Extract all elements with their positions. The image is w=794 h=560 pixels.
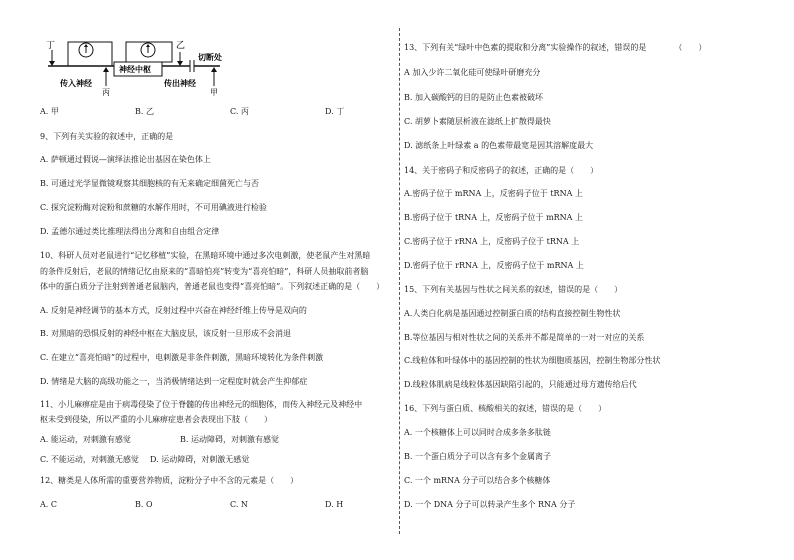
- q14-option-b[interactable]: B.密码子位于 tRNA 上，反密码子位于 mRNA 上: [404, 213, 583, 222]
- q16-option-a[interactable]: A. 一个核糖体上可以同时合成多条多肽链: [404, 428, 551, 437]
- q13-option-d[interactable]: D. 滤纸条上叶绿素 a 的色素带最宽是因其溶解度最大: [404, 141, 594, 150]
- q8-option-b[interactable]: B. 乙: [135, 107, 154, 116]
- q12-stem: 12、糖类是人体所需的重要营养物质，淀粉分子中不含的元素是（ ）: [40, 476, 299, 485]
- q16-option-c[interactable]: C. 一个 mRNA 分子可以结合多个核糖体: [404, 476, 551, 485]
- label-efferent: 传出神经: [164, 79, 196, 88]
- reflex-arc-diagram: [30, 36, 270, 96]
- q9-option-d[interactable]: D. 孟德尔通过类比推理法得出分离和自由组合定律: [40, 227, 220, 236]
- q15-stem: 15、下列有关基因与性状之间关系的叙述，错误的是（ ）: [404, 285, 623, 294]
- label-ding: 丁: [46, 41, 56, 51]
- q11-option-a[interactable]: A. 能运动，对刺激有感觉: [40, 435, 131, 444]
- q9-option-c[interactable]: C. 探究淀粉酶对淀粉和蔗糖的水解作用时，不可用碘液进行检验: [40, 203, 267, 212]
- q8-option-a[interactable]: A. 甲: [40, 107, 59, 116]
- q14-option-d[interactable]: D.密码子位于 rRNA 上，反密码子位于 mRNA 上: [404, 261, 584, 270]
- q15-option-b[interactable]: B.等位基因与相对性状之间的关系并不都是简单的一对一对应的关系: [404, 333, 645, 342]
- q9-option-b[interactable]: B. 可通过光学显微镜观察其细胞核的有无来确定细菌死亡与否: [40, 179, 259, 188]
- q16-option-b[interactable]: B. 一个蛋白质分子可以含有多个金属离子: [404, 452, 551, 461]
- q12-option-c[interactable]: C. N: [230, 500, 248, 509]
- q10-option-c[interactable]: C. 在建立“喜亮怕暗”的过程中，电刺激是非条件刺激，黑暗环境转化为条件刺激: [40, 353, 324, 362]
- q13-option-a[interactable]: A 加入少许二氧化硅可使绿叶研磨充分: [404, 68, 541, 77]
- q15-option-c[interactable]: C.线粒体和叶绿体中的基因控制的性状为细胞质基因，控制生物部分性状: [404, 356, 661, 365]
- label-yi: 乙: [176, 41, 186, 51]
- q9-stem: 9、下列有关实验的叙述中，正确的是: [40, 132, 174, 141]
- q14-option-c[interactable]: C.密码子位于 rRNA 上，反密码子位于 tRNA 上: [404, 237, 580, 246]
- q10-option-a[interactable]: A. 反射是神经调节的基本方式，反射过程中兴奋在神经纤维上传导是双向的: [40, 306, 307, 315]
- q11-option-b[interactable]: B. 运动障碍，对刺激有感觉: [180, 435, 279, 444]
- q8-option-d[interactable]: D. 丁: [325, 107, 345, 116]
- q11-option-d[interactable]: D. 运动障碍，对刺激无感觉: [150, 455, 250, 464]
- q11-stem-line1: 11、小儿麻痹症是由于病毒侵染了位于脊髓的传出神经元的细胞体，而传入神经元及神经中: [40, 400, 363, 409]
- q13-option-b[interactable]: B. 加入碳酸钙的目的是防止色素被破坏: [404, 93, 543, 102]
- q11-stem-line2: 枢未受到侵染，所以严重的小儿麻痹症患者会表现出下肢（ ）: [40, 415, 272, 424]
- q10-stem-line2: 的条件反射后，老鼠的情绪记忆由原来的“喜暗怕亮”转变为“喜亮怕暗”，科研人员抽取前者脑: [40, 267, 369, 276]
- q15-option-d[interactable]: D.线粒体肌病是线粒体基因缺陷引起的，只能通过母方遗传给后代: [404, 380, 637, 389]
- q13-option-c[interactable]: C. 胡萝卜素随层析液在滤纸上扩散得最快: [404, 117, 551, 126]
- q11-option-c[interactable]: C. 不能运动，对刺激无感觉: [40, 455, 139, 464]
- q16-stem: 16、下列与蛋白质、核酸相关的叙述，错误的是（ ）: [404, 404, 607, 413]
- column-divider: [399, 28, 400, 534]
- q14-option-a[interactable]: A.密码子位于 mRNA 上，反密码子位于 tRNA 上: [404, 189, 583, 198]
- q12-option-a[interactable]: A. C: [40, 500, 57, 509]
- label-jia: 甲: [210, 88, 218, 96]
- q10-option-d[interactable]: D. 情绪是大脑的高级功能之一，当消极情绪达到一定程度时就会产生抑郁症: [40, 377, 308, 386]
- q15-option-a[interactable]: A.人类白化病是基因通过控制蛋白质的结构直接控制生物性状: [404, 309, 621, 318]
- q10-stem-line1: 10、科研人员对老鼠进行“记忆移植”实验，在黑暗环境中通过多次电刺激，使老鼠产生对黑暗: [40, 251, 371, 260]
- q12-option-d[interactable]: D. H: [325, 500, 344, 509]
- q12-option-b[interactable]: B. O: [135, 500, 153, 509]
- q14-stem: 14、关于密码子和反密码子的叙述，正确的是（ ）: [404, 166, 599, 175]
- q8-option-c[interactable]: C. 丙: [230, 107, 249, 116]
- q10-stem-line3: 体中的蛋白质分子注射到普通老鼠脑内，普通老鼠也变得“喜亮怕暗”。下列叙述正确的是（ ）: [40, 282, 385, 291]
- q16-option-d[interactable]: D. 一个 DNA 分子可以转录产生多个 RNA 分子: [404, 500, 576, 509]
- label-cut: 切断处: [198, 53, 222, 62]
- label-center: 神经中枢: [119, 65, 151, 74]
- q9-option-a[interactable]: A. 萨顿通过假说—演绎法推论出基因在染色体上: [40, 155, 211, 164]
- label-bing: 丙: [102, 88, 110, 96]
- label-afferent: 传入神经: [60, 79, 92, 88]
- q13-stem: 13、下列有关“绿叶中色素的提取和分离”实验操作的叙述，错误的是 （ ）: [404, 43, 707, 52]
- q10-option-b[interactable]: B. 对黑暗的恐惧反射的神经中枢在大脑皮层，该反射一旦形成不会消退: [40, 329, 291, 338]
